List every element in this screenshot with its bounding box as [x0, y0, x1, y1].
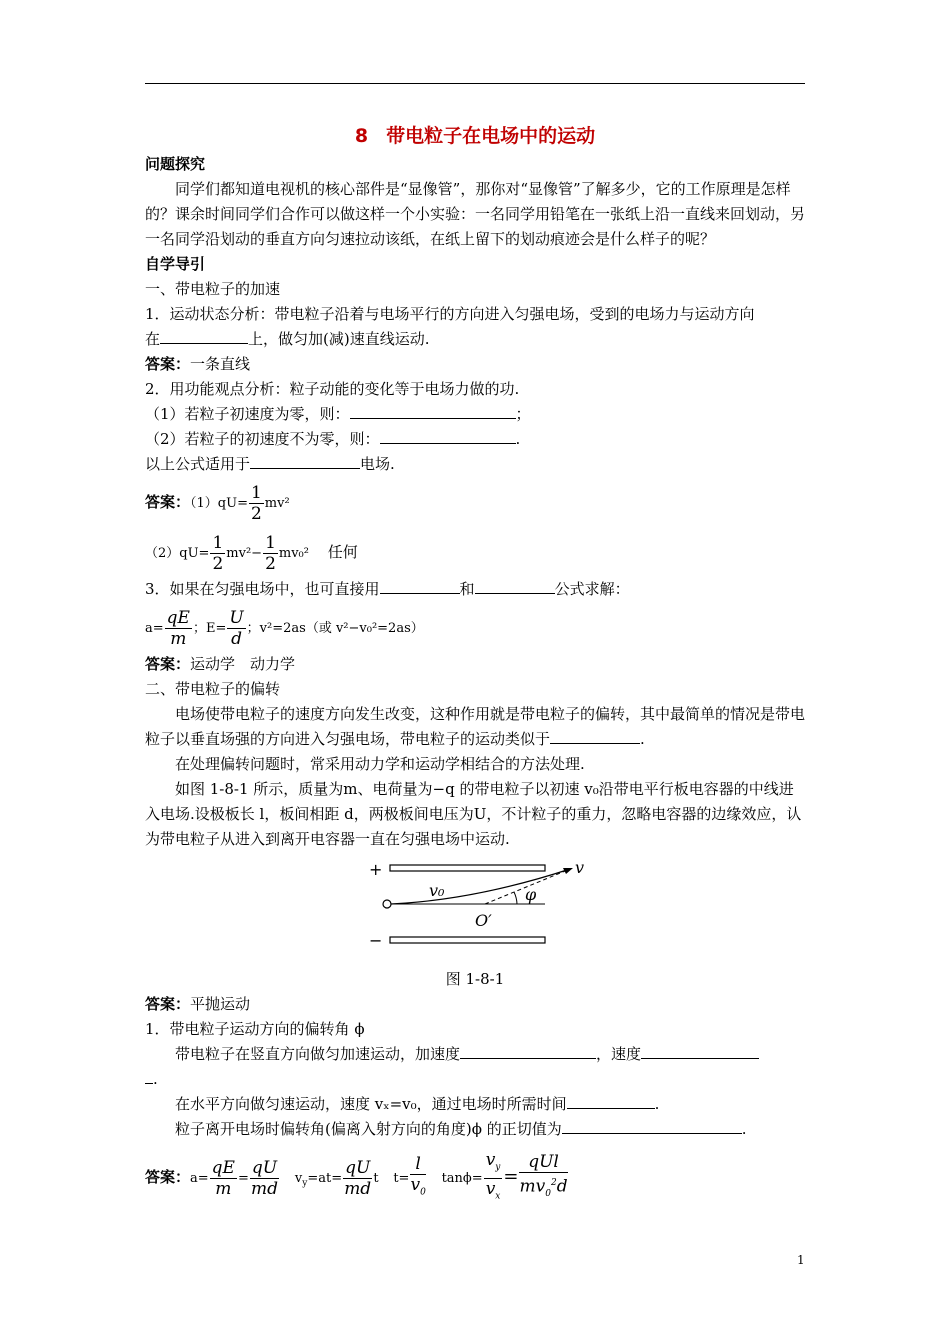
numerator: qE — [211, 1157, 235, 1178]
fraction — [210, 533, 225, 574]
fraction — [210, 1158, 237, 1199]
a5-t1: t — [373, 1171, 379, 1186]
q2-1-end: ； — [515, 405, 531, 423]
page-title — [145, 120, 805, 152]
denominator: 2 — [212, 553, 224, 574]
numerator: l — [410, 1154, 425, 1175]
document-page — [145, 120, 805, 1206]
denominator: md — [250, 1178, 278, 1199]
numerator: qU — [251, 1157, 278, 1178]
q3-a: a= — [145, 621, 164, 636]
q2-2-text: （2）若粒子的初速度不为零，则： — [145, 430, 380, 448]
denominator: md — [344, 1178, 372, 1199]
part2-heading: 二、带电粒子的偏转 — [145, 680, 281, 698]
part2-paragraph-1 — [145, 702, 805, 752]
question-2-1 — [145, 402, 805, 427]
v0-v: v — [410, 1174, 421, 1195]
answer-2-2 — [145, 527, 805, 577]
q2-1-text: （1）若粒子初速度为零，则： — [145, 405, 350, 423]
answer-label: 答案： — [145, 655, 191, 673]
answer-label: 答案： — [145, 995, 191, 1013]
q2-2-end: . — [515, 430, 521, 448]
fill-blank — [350, 402, 516, 419]
a5-t: t= — [393, 1171, 410, 1186]
answer-4-text: 平抛运动 — [190, 995, 251, 1013]
fill-blank — [460, 1042, 596, 1059]
answer-2-1 — [145, 477, 805, 527]
a5-tan: tanϕ= — [441, 1171, 483, 1186]
denominator: 2 — [265, 553, 276, 574]
capacitor-diagram — [145, 858, 805, 963]
mv-sup: 2 — [550, 1177, 557, 1188]
part1-heading: 一、带电粒子的加速 — [145, 280, 281, 298]
q3-post: 公式求解： — [554, 580, 630, 598]
fraction — [519, 1152, 567, 1204]
part2-paragraph-2: 在处理偏转问题时，常采用动力学和运动学相结合的方法处理. — [175, 755, 585, 773]
question-4-line1-cont — [145, 1067, 805, 1092]
explore-paragraph: 同学们都知道电视机的核心部件是“显像管”，那你对“显像管”了解多少，它的工作原理是怎样的？课余时间同学们合作可以做这样一个小实验：一名同学用铅笔在一张纸上沿一直线来回划动，另一名同学沿划动的垂直方向匀速拉动该纸，在纸上留下的划动痕迹会是什么样子的呢？ — [145, 180, 806, 248]
trajectory — [391, 869, 570, 904]
q4-1-c: . — [153, 1070, 158, 1088]
question-1-line2 — [145, 327, 805, 352]
q2-3-post: 电场. — [360, 455, 395, 473]
fraction — [263, 533, 278, 574]
fraction — [227, 608, 245, 649]
numerator: 1 — [212, 532, 224, 553]
denominator: d — [231, 628, 242, 649]
question-4-heading: 1．带电粒子运动方向的偏转角 ϕ — [145, 1020, 365, 1038]
denominator: m — [170, 628, 187, 649]
fill-blank — [562, 1117, 742, 1134]
vy-sub: y — [495, 1162, 501, 1173]
q1-post: 上，做匀加(减)速直线运动. — [248, 330, 430, 348]
vx-sub: x — [495, 1190, 501, 1201]
answer-3 — [145, 652, 805, 677]
equals: = — [503, 1166, 519, 1187]
question-4-line1 — [145, 1042, 805, 1067]
a5-vy — [294, 1171, 343, 1189]
answer-4 — [145, 992, 805, 1017]
a2-2-post: mv₀² — [278, 546, 309, 561]
p2-1-end: . — [640, 730, 645, 748]
denominator: 2 — [250, 503, 262, 524]
denominator: m — [215, 1178, 232, 1199]
fill-blank — [567, 1092, 655, 1109]
phi-label: φ — [525, 885, 537, 904]
a2-1-pre: （1）qU= — [190, 496, 248, 511]
question-3-formulas — [145, 602, 805, 652]
denominator — [410, 1175, 425, 1202]
a5-a: a= — [190, 1171, 209, 1186]
q4-3-a: 粒子离开电场时偏转角(偏离入射方向的角度)ϕ 的正切值为 — [175, 1120, 562, 1138]
vy-v: v — [294, 1171, 303, 1186]
fill-blank — [380, 577, 460, 594]
fill-blank — [380, 427, 516, 444]
answer-1 — [145, 352, 805, 377]
header-rule — [145, 83, 805, 84]
question-2-2 — [145, 427, 805, 452]
angle-arc — [514, 892, 517, 904]
numerator: U — [229, 607, 244, 628]
q3-pre: 3．如果在匀强电场中，也可直接用 — [145, 580, 380, 598]
equals: = — [237, 1171, 249, 1186]
fraction — [249, 483, 264, 524]
numerator: qU — [345, 1157, 371, 1178]
q4-1-a: 带电粒子在竖直方向做匀加速运动，加速度 — [175, 1045, 461, 1063]
fraction — [410, 1154, 425, 1202]
q2-3-pre: 以上公式适用于 — [145, 455, 251, 473]
numerator: 1 — [250, 482, 262, 503]
part2-paragraph-3: 如图 1-8-1 所示，质量为m、电荷量为−q 的带电粒子以初速 v₀沿带电平行板电容器的中线进入电场.设极板长 l，板间相距 d，两极板间电压为U，不计粒子的重力，忽略电容器的边缘效应，认为带电粒子从进入到离开电容器一直在匀强电场中运动. — [145, 780, 802, 848]
title-text: 带电粒子在电场中的运动 — [386, 125, 596, 147]
minus-sign: − — [369, 931, 383, 950]
q4-3-b: . — [741, 1120, 747, 1138]
vx-v: v — [485, 1178, 496, 1199]
v0-sub: 0 — [420, 1187, 426, 1198]
question-1-line1: 1．运动状态分析：带电粒子沿着与电场平行的方向进入匀强电场，受到的电场力与运动方向 — [145, 305, 755, 323]
a2-2-mid: mv²− — [226, 546, 263, 561]
q4-1-b: ，速度 — [596, 1045, 642, 1063]
answer-3-text: 运动学 动力学 — [190, 655, 296, 673]
q1-pre: 在 — [145, 330, 161, 348]
title-number: 8 — [354, 125, 369, 147]
fill-blank — [475, 577, 555, 594]
fraction — [250, 1158, 279, 1199]
denominator — [484, 1179, 503, 1206]
fill-blank — [250, 452, 360, 469]
mv-sub: 0 — [545, 1189, 551, 1200]
answer-label: 答案： — [145, 493, 191, 511]
explore-heading: 问题探究 — [145, 155, 206, 173]
fill-blank — [160, 327, 248, 344]
question-2-3 — [145, 452, 805, 477]
v0-label: v₀ — [429, 881, 445, 900]
answer-1-text: 一条直线 — [190, 355, 251, 373]
q4-2-b: . — [654, 1095, 660, 1113]
q3-e: ；E= — [192, 621, 227, 636]
a2-2-any: 任何 — [327, 543, 358, 561]
denominator — [519, 1173, 567, 1204]
fraction — [484, 1150, 503, 1206]
vy-sub: y — [302, 1178, 308, 1189]
plus-sign: + — [369, 860, 383, 879]
fraction — [165, 608, 192, 649]
question-2: 2．用功能观点分析：粒子动能的变化等于电场力做的功. — [145, 380, 520, 398]
fill-blank — [641, 1042, 759, 1059]
fill-blank — [550, 727, 640, 744]
fill-blank — [145, 1067, 153, 1084]
answer-label: 答案： — [145, 355, 191, 373]
a2-1-post: mv² — [264, 496, 290, 511]
question-4-line3 — [145, 1117, 805, 1142]
vy-v: v — [485, 1150, 496, 1171]
fraction — [343, 1158, 372, 1199]
question-4-line2 — [145, 1092, 805, 1117]
answer-label: 答案： — [145, 1168, 191, 1186]
mv: mv — [519, 1176, 546, 1197]
v-label: v — [575, 858, 585, 877]
numerator: qE — [166, 607, 190, 628]
q4-2-a: 在水平方向做匀速运动，速度 vₓ=v₀，通过电场时所需时间 — [175, 1095, 567, 1113]
q3-mid: 和 — [459, 580, 475, 598]
answer-5 — [145, 1148, 805, 1206]
q3-v: ；v²=2as（或 v²−v₀²=2as） — [246, 621, 424, 636]
d: d — [556, 1176, 568, 1197]
bottom-plate — [390, 937, 545, 943]
vy-rest: =at= — [307, 1171, 343, 1186]
question-3 — [145, 577, 805, 602]
numerator: qUl — [519, 1152, 567, 1173]
page-number: 1 — [797, 1253, 805, 1267]
top-plate — [390, 865, 545, 871]
o-prime-label: O′ — [475, 911, 492, 930]
p2-1-text: 电场使带电粒子的速度方向发生改变，这种作用就是带电粒子的偏转，其中最简单的情况是带电粒子以垂直场强的方向进入匀强电场，带电粒子的运动类似于 — [145, 705, 806, 748]
numerator: 1 — [265, 532, 276, 553]
numerator — [484, 1150, 503, 1178]
figure-caption: 图 1-8-1 — [445, 970, 505, 988]
figure-1-8-1 — [145, 858, 805, 963]
a2-2-pre: （2）qU= — [145, 546, 210, 561]
guide-heading: 自学导引 — [145, 255, 206, 273]
particle — [383, 900, 391, 908]
